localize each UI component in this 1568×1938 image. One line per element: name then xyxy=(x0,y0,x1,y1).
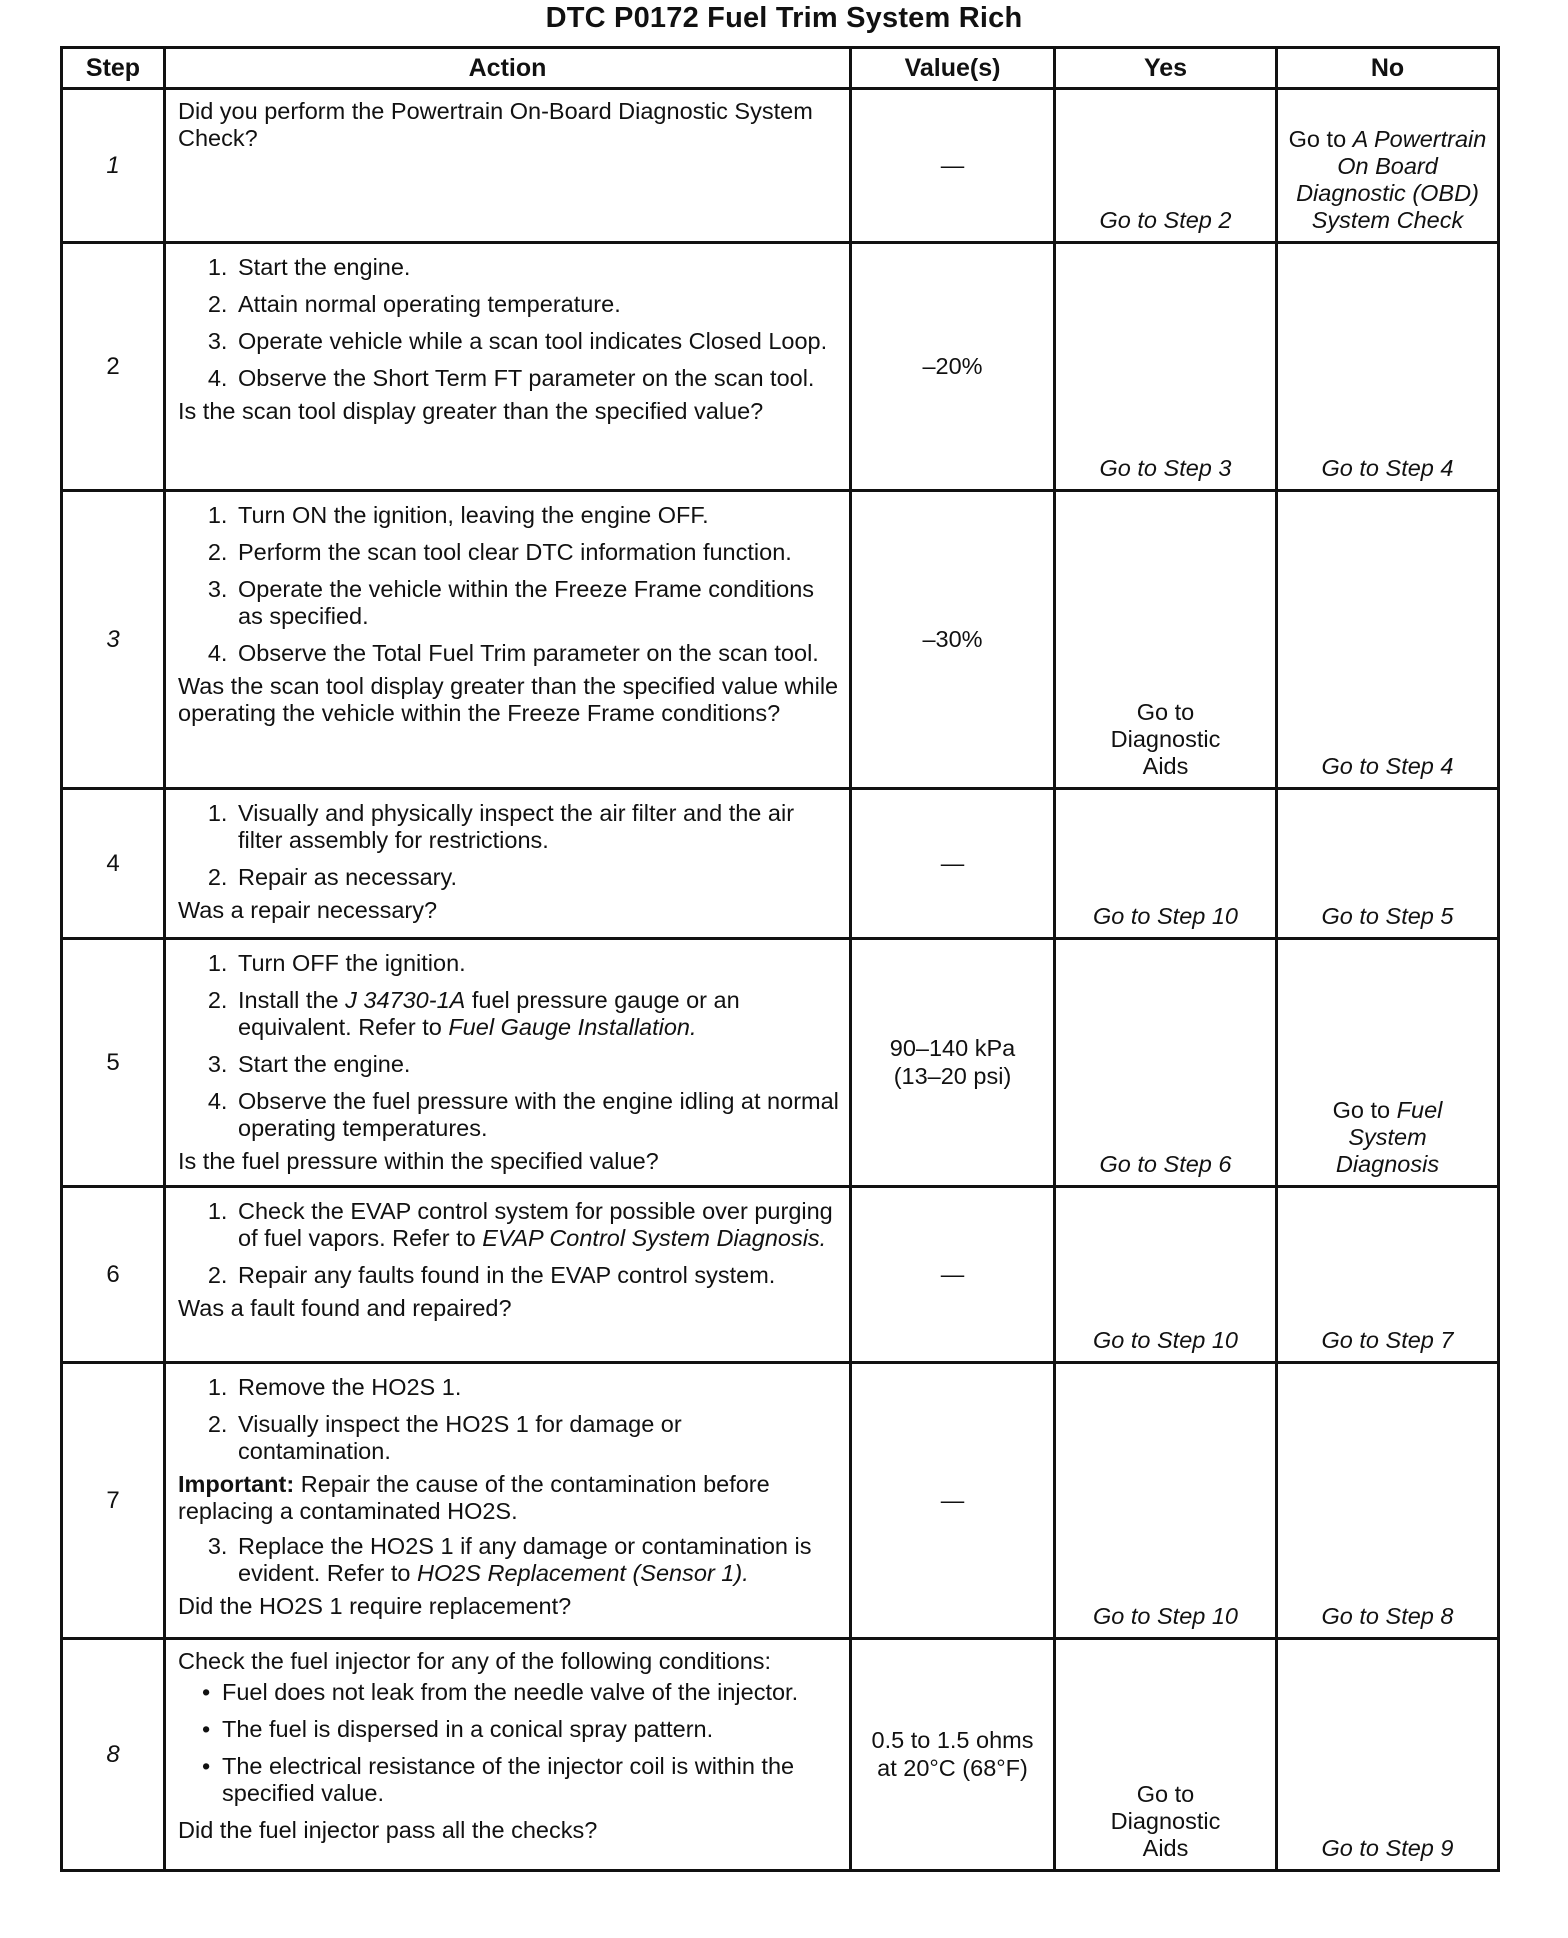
table-row xyxy=(62,89,1499,243)
condition-item: • The electrical resistance of the injector coil is within the specified value. xyxy=(222,1753,841,1807)
no-prefix: Go to xyxy=(1332,1096,1397,1123)
action-steps xyxy=(178,254,841,392)
procedure-reference: HO2S Replacement (Sensor 1). xyxy=(416,1560,749,1587)
value-cell: –20% xyxy=(851,243,1055,491)
action-item: 2. Repair as necessary. xyxy=(234,864,841,891)
table-row xyxy=(62,491,1499,789)
condition-item: • The fuel is dispersed in a conical spray pattern. xyxy=(222,1716,841,1743)
action-item xyxy=(234,987,841,1041)
action-cell xyxy=(165,939,851,1187)
step-number: 5 xyxy=(62,939,165,1187)
table-row xyxy=(62,789,1499,939)
action-cell xyxy=(165,1187,851,1363)
no-cell: Go to Step 5 xyxy=(1277,789,1499,939)
action-question: Did the fuel injector pass all the checks? xyxy=(178,1817,598,1844)
table-row xyxy=(62,1187,1499,1363)
action-item: 2. Repair any faults found in the EVAP control system. xyxy=(234,1262,841,1289)
value-line: (13–20 psi) xyxy=(893,1062,1012,1089)
condition-list xyxy=(178,1679,841,1807)
no-cell xyxy=(1277,89,1499,243)
procedure-reference: EVAP Control System Diagnosis. xyxy=(482,1225,827,1252)
action-item: 1. Turn ON the ignition, leaving the engine OFF. xyxy=(234,502,841,529)
header-row xyxy=(62,48,1499,89)
action-item: 3. Operate the vehicle within the Freeze Frame conditions as specified. xyxy=(234,576,841,630)
no-cell: Go to Step 4 xyxy=(1277,243,1499,491)
value-cell xyxy=(851,939,1055,1187)
table-row xyxy=(62,1639,1499,1871)
action-question: Was a fault found and repaired? xyxy=(178,1295,512,1322)
step-number: 4 xyxy=(62,789,165,939)
item-text: fuel pressure gauge or an equivalent. Refer to xyxy=(238,987,740,1041)
value-cell: — xyxy=(851,89,1055,243)
condition-item: • Fuel does not leak from the needle valve of the injector. xyxy=(222,1679,841,1706)
action-item: 1. Remove the HO2S 1. xyxy=(234,1374,841,1401)
action-item: 1. Start the engine. xyxy=(234,254,841,281)
action-steps xyxy=(178,800,841,891)
diagnostic-table xyxy=(60,46,1500,1872)
important-label: Important: xyxy=(178,1471,295,1498)
action-cell xyxy=(165,243,851,491)
yes-cell: Go to Diagnostic Aids xyxy=(1055,1639,1277,1871)
no-cell: Go to Step 8 xyxy=(1277,1363,1499,1639)
value-cell: — xyxy=(851,1363,1055,1639)
item-text: Replace the HO2S 1 if any damage or contamination is evident. Refer to xyxy=(238,1533,812,1587)
no-link: A Powertrain On Board Diagnostic (OBD) System Check xyxy=(1296,125,1487,233)
table-row xyxy=(62,939,1499,1187)
action-cell xyxy=(165,789,851,939)
step-number: 2 xyxy=(62,243,165,491)
action-item: 2. Visually inspect the HO2S 1 for damage or contamination. xyxy=(234,1411,841,1465)
value-cell: — xyxy=(851,789,1055,939)
item-text: Install the xyxy=(238,987,346,1014)
step-number: 1 xyxy=(62,89,165,243)
table-row xyxy=(62,1363,1499,1639)
no-cell xyxy=(1277,939,1499,1187)
procedure-reference: Fuel Gauge Installation. xyxy=(448,1014,697,1041)
header-no: No xyxy=(1277,48,1499,89)
step-number: 3 xyxy=(62,491,165,789)
action-item xyxy=(234,1533,841,1587)
no-link: Fuel System Diagnosis xyxy=(1335,1096,1443,1177)
action-steps xyxy=(178,1374,841,1465)
tool-reference: J 34730-1A xyxy=(345,987,466,1014)
action-question: Did you perform the Powertrain On-Board Diagnostic System Check? xyxy=(178,98,813,152)
header-step: Step xyxy=(62,48,165,89)
action-item: 3. Start the engine. xyxy=(234,1051,841,1078)
action-steps xyxy=(178,502,841,667)
yes-cell: Go to Diagnostic Aids xyxy=(1055,491,1277,789)
no-cell: Go to Step 9 xyxy=(1277,1639,1499,1871)
yes-cell: Go to Step 10 xyxy=(1055,1187,1277,1363)
yes-cell: Go to Step 3 xyxy=(1055,243,1277,491)
action-item: 4. Observe the Total Fuel Trim parameter on the scan tool. xyxy=(234,640,841,667)
important-text: Repair the cause of the contamination before replacing a contaminated HO2S. xyxy=(178,1471,770,1525)
yes-cell: Go to Step 6 xyxy=(1055,939,1277,1187)
action-item: 2. Perform the scan tool clear DTC information function. xyxy=(234,539,841,566)
step-number: 8 xyxy=(62,1639,165,1871)
value-line: 90–140 kPa xyxy=(889,1035,1016,1062)
action-question: Is the scan tool display greater than the specified value? xyxy=(178,398,764,425)
value-line: 0.5 to 1.5 ohms xyxy=(871,1727,1034,1754)
header-action: Action xyxy=(165,48,851,89)
action-intro: Check the fuel injector for any of the following conditions: xyxy=(178,1648,772,1674)
step-number: 6 xyxy=(62,1187,165,1363)
no-prefix: Go to xyxy=(1288,125,1353,152)
value-line: at 20°C (68°F) xyxy=(877,1754,1028,1781)
value-cell: –30% xyxy=(851,491,1055,789)
page-title: DTC P0172 Fuel Trim System Rich xyxy=(545,2,1023,34)
no-cell: Go to Step 4 xyxy=(1277,491,1499,789)
action-item: 1. Visually and physically inspect the air filter and the air filter assembly for restrictions. xyxy=(234,800,841,854)
item-text: Check the EVAP control system for possible over purging of fuel vapors. Refer to xyxy=(238,1198,833,1252)
action-cell xyxy=(165,1363,851,1639)
action-item: 4. Observe the Short Term FT parameter on the scan tool. xyxy=(234,365,841,392)
action-item xyxy=(234,1198,841,1252)
action-item: 1. Turn OFF the ignition. xyxy=(234,950,841,977)
header-values: Value(s) xyxy=(851,48,1055,89)
action-question: Was a repair necessary? xyxy=(178,897,438,924)
important-note xyxy=(178,1471,841,1525)
yes-cell: Go to Step 2 xyxy=(1055,89,1277,243)
no-cell: Go to Step 7 xyxy=(1277,1187,1499,1363)
value-cell: — xyxy=(851,1187,1055,1363)
table-row xyxy=(62,243,1499,491)
action-cell xyxy=(165,1639,851,1871)
value-cell xyxy=(851,1639,1055,1871)
action-item: 4. Observe the fuel pressure with the engine idling at normal operating temperatures. xyxy=(234,1088,841,1142)
action-steps xyxy=(178,950,841,1142)
header-yes: Yes xyxy=(1055,48,1277,89)
yes-cell: Go to Step 10 xyxy=(1055,789,1277,939)
action-steps xyxy=(178,1533,841,1587)
action-question: Was the scan tool display greater than the specified value while operating the vehicle within the Freeze Frame conditions? xyxy=(178,673,839,727)
action-question: Did the HO2S 1 require replacement? xyxy=(178,1593,572,1620)
yes-cell: Go to Step 10 xyxy=(1055,1363,1277,1639)
step-number: 7 xyxy=(62,1363,165,1639)
action-item: 3. Operate vehicle while a scan tool indicates Closed Loop. xyxy=(234,328,841,355)
action-cell xyxy=(165,491,851,789)
action-cell xyxy=(165,89,851,243)
action-item: 2. Attain normal operating temperature. xyxy=(234,291,841,318)
action-question: Is the fuel pressure within the specified value? xyxy=(178,1148,659,1175)
action-steps xyxy=(178,1198,841,1289)
